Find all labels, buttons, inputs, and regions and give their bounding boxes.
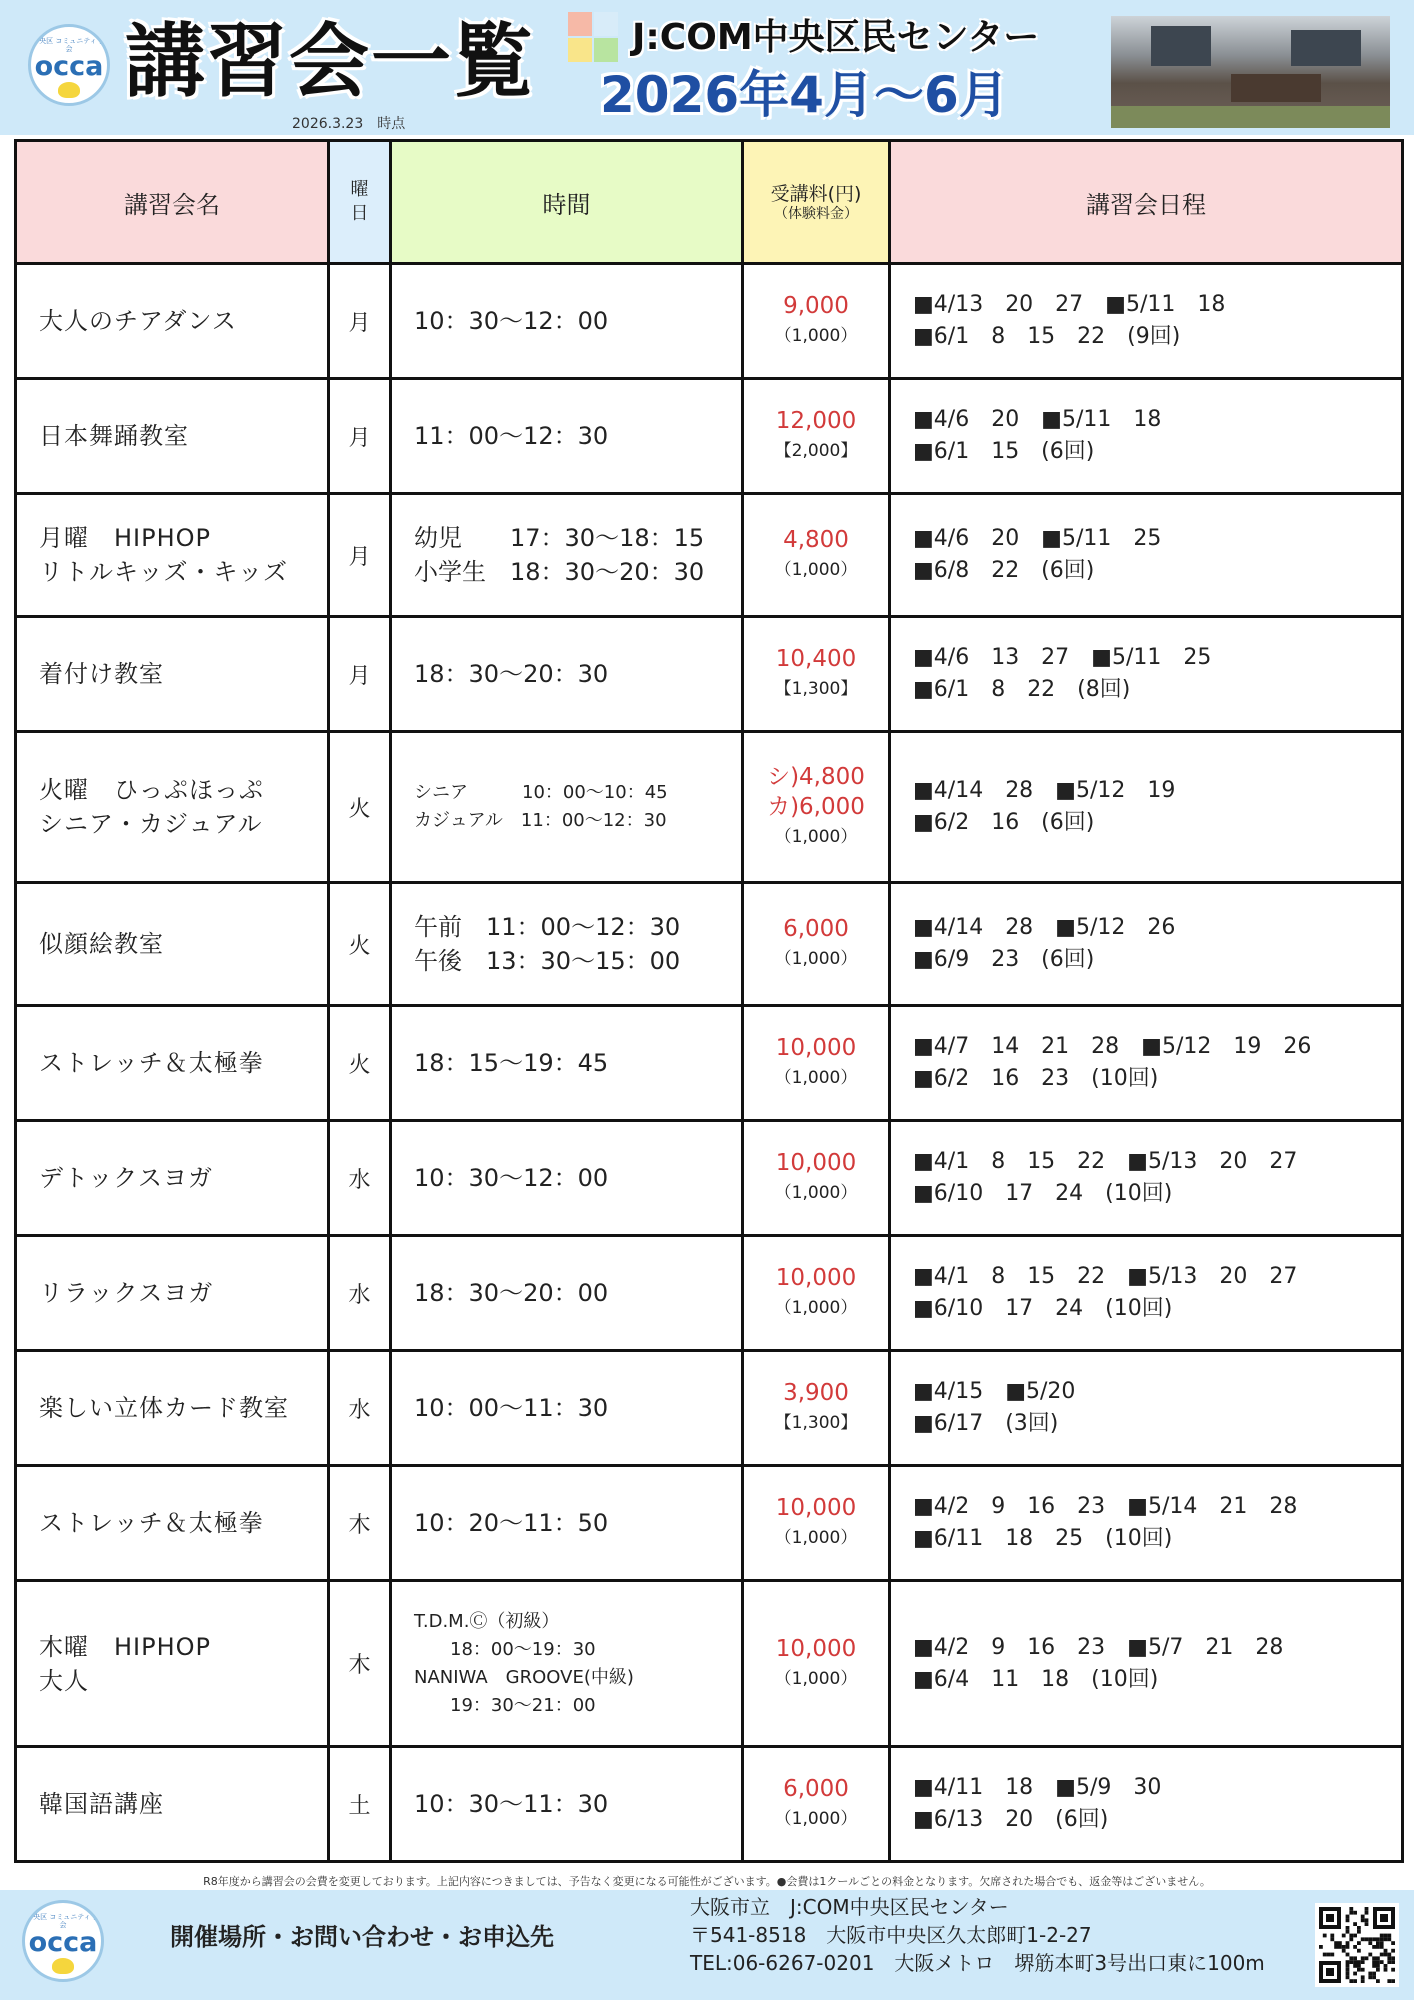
building-photo [1111,16,1390,128]
table-row [16,1121,1403,1236]
course-fee [743,1351,890,1466]
schedule-line: ■6/8 22 (6回) [913,558,1095,583]
address-line: 〒541-8518 大阪市中央区久太郎町1-2-27 [690,1923,1092,1947]
schedule-line: ■6/11 18 25 (10回) [913,1526,1173,1551]
course-time [391,1006,743,1121]
course-name-line: 木曜 HIPHOP [39,1632,212,1661]
schedule-line: ■4/2 9 16 23 ■5/7 21 28 [913,1634,1284,1660]
fee-trial: （1,000） [774,1298,858,1318]
course-time [391,1466,743,1581]
footer-occa-logo [22,1900,104,1982]
course-fee [743,1236,890,1351]
weekday: 水 [329,1236,391,1351]
schedule-line: ■4/13 20 27 ■5/11 18 [913,292,1226,317]
course-fee [743,617,890,732]
schedule-line: ■4/1 8 15 22 ■5/13 20 27 [913,1149,1298,1174]
fee-price: 10,000 [775,1495,857,1521]
fee-price: 10,000 [775,1035,857,1061]
course-fee [743,883,890,1006]
course-name-line: シニア・カジュアル [39,810,263,838]
table-row [16,617,1403,732]
header-weekday [329,141,391,264]
schedule-line: ■4/2 9 16 23 ■5/14 21 28 [913,1494,1298,1519]
course-name [16,379,329,494]
schedule-line: ■6/1 8 15 22 (9回) [913,324,1181,349]
fee-price: カ)6,000 [767,794,865,820]
course-schedule [890,1351,1403,1466]
table-row [16,1351,1403,1466]
course-time-line: 11：00～12：30 [414,422,609,450]
course-time-line: 10：00～11：30 [414,1394,609,1422]
fee-note: R8年度から講習会の会費を変更しております。上記内容につきましては、予告なく変更になる可能性がございます。●会費は1クールごとの料金となります。欠席された場合でも、返金等はございません。 [203,1875,1211,1888]
course-time-line: 10：30～11：30 [414,1790,609,1818]
fee-price: 9,000 [783,293,849,319]
header-course-name: 講習会名 [16,141,329,264]
course-time [391,264,743,379]
course-time-line: 18：15～19：45 [414,1049,609,1077]
course-name-line: リトルキッズ・キッズ [39,558,289,586]
course-name [16,1747,329,1862]
table-row [16,1747,1403,1862]
course-schedule [890,617,1403,732]
fee-trial: （1,000） [774,1068,858,1088]
course-name-line: ストレッチ＆太極拳 [39,1509,264,1537]
course-name [16,617,329,732]
course-time-line: 10：30～12：00 [414,307,609,335]
course-time [391,1351,743,1466]
schedule-line: ■6/4 11 18 (10回) [913,1666,1159,1692]
fee-trial: （1,000） [774,1183,858,1203]
fee-price: 3,900 [783,1380,849,1406]
course-name-line: 似顔絵教室 [39,930,164,958]
course-name [16,494,329,617]
table-row [16,379,1403,494]
table-row [16,1236,1403,1351]
course-time-line: 午後 13：30～15：00 [414,947,681,975]
course-name-line: 楽しい立体カード教室 [39,1394,289,1422]
course-time [391,379,743,494]
schedule-line: ■6/17 (3回) [913,1411,1059,1436]
course-schedule [890,494,1403,617]
course-name-line: デトックスヨガ [39,1164,214,1192]
course-time [391,883,743,1006]
course-name-line: 月曜 HIPHOP [39,524,212,552]
schedule-line: ■4/11 18 ■5/9 30 [913,1775,1162,1800]
course-name-line: 韓国語講座 [39,1790,164,1818]
course-time [391,1581,743,1747]
course-name-line: 日本舞踊教室 [39,422,189,450]
weekday: 木 [329,1466,391,1581]
weekday: 木 [329,1581,391,1747]
course-schedule [890,264,1403,379]
footer-logo-word: occa [28,1927,98,1958]
header-schedule: 講習会日程 [890,141,1403,264]
course-time-line: NANIWA GROOVE(中級) [414,1666,634,1688]
header-fee-main: 受講料(円) [770,183,862,205]
schedule-line: ■4/6 20 ■5/11 18 [913,407,1162,432]
fee-trial: （1,000） [774,949,858,969]
weekday: 月 [329,379,391,494]
address-block [690,1893,1265,1977]
course-time-line: 10：20～11：50 [414,1509,609,1537]
course-name-line: ストレッチ＆太極拳 [39,1049,264,1077]
contact-label: 開催場所・お問い合わせ・お申込先 [170,1923,554,1951]
fee-price: 6,000 [783,916,849,942]
course-fee [743,379,890,494]
fee-trial: 【1,300】 [774,679,858,699]
course-time [391,1236,743,1351]
course-schedule [890,883,1403,1006]
header-fee [743,141,890,264]
course-time-line: 19：30～21：00 [414,1694,596,1716]
fee-price: 6,000 [783,1776,849,1802]
table-row [16,883,1403,1006]
course-name-line: 大人 [39,1666,89,1695]
weekday: 水 [329,1121,391,1236]
course-fee [743,494,890,617]
course-name-line: 火曜 ひっぷほっぷ [39,776,264,804]
course-fee [743,264,890,379]
qr-code-icon[interactable] [1315,1903,1399,1987]
course-name [16,1236,329,1351]
fee-price: シ)4,800 [767,764,865,790]
course-time [391,732,743,883]
course-name [16,1581,329,1747]
weekday: 火 [329,883,391,1006]
course-schedule [890,1581,1403,1747]
table-row [16,732,1403,883]
table-row [16,1581,1403,1747]
course-name [16,732,329,883]
schedule-line: ■4/6 13 27 ■5/11 25 [913,645,1212,670]
weekday: 月 [329,264,391,379]
schedule-line: ■6/9 23 (6回) [913,947,1095,972]
weekday: 月 [329,617,391,732]
course-time [391,494,743,617]
table-row [16,494,1403,617]
course-time [391,1747,743,1862]
course-time [391,1121,743,1236]
course-fee [743,1581,890,1747]
schedule-line: ■4/15 ■5/20 [913,1379,1076,1404]
fee-trial: （1,000） [774,827,858,847]
schedule-line: ■4/14 28 ■5/12 26 [913,915,1176,940]
course-name-line: リラックスヨガ [39,1279,214,1307]
course-schedule [890,732,1403,883]
course-time-line: 小学生 18：30～20：30 [414,558,705,586]
fee-trial: 【1,300】 [774,1413,858,1433]
venue-name: J:COM中央区民センター [632,17,1040,58]
course-time-line: 10：30～12：00 [414,1164,609,1192]
weekday: 火 [329,1006,391,1121]
schedule-line: ■6/1 8 22 (8回) [913,677,1131,702]
course-fee [743,1466,890,1581]
schedule-line: ■6/10 17 24 (10回) [913,1181,1173,1206]
course-fee [743,1747,890,1862]
schedule-line: ■4/1 8 15 22 ■5/13 20 27 [913,1264,1298,1289]
schedule-line: ■4/7 14 21 28 ■5/12 19 26 [913,1034,1312,1059]
fee-price: 10,000 [775,1635,857,1662]
course-fee [743,1121,890,1236]
course-name-line: 大人のチアダンス [39,307,237,335]
fee-price: 10,000 [775,1265,857,1291]
course-schedule [890,1006,1403,1121]
address-line: 大阪市立 J:COM中央区民センター [690,1895,1009,1919]
fee-trial: （1,000） [774,326,858,346]
color-squares-icon [568,12,618,62]
fee-price: 10,000 [775,1150,857,1176]
course-name [16,1466,329,1581]
fee-trial: 【2,000】 [774,441,858,461]
occa-logo [28,24,110,106]
course-name [16,1121,329,1236]
course-schedule [890,1466,1403,1581]
course-table [14,139,1404,1863]
course-schedule [890,1236,1403,1351]
course-schedule [890,1121,1403,1236]
fee-trial: （1,000） [774,1668,858,1689]
course-schedule [890,379,1403,494]
as-of-date: 2026.3.23 時点 [292,116,406,132]
course-name [16,1006,329,1121]
logo-tagline: 中央区 コミュニティ 協会 [32,37,106,53]
address-line: TEL:06-6267-0201 大阪メトロ 堺筋本町3号出口東に100m [690,1951,1265,1975]
course-name [16,883,329,1006]
course-fee [743,732,890,883]
fee-price: 12,000 [775,408,857,434]
fee-price: 10,400 [775,646,857,672]
header-weekday-2: 日 [350,203,369,224]
course-name-line: 着付け教室 [39,660,164,688]
schedule-line: ■6/10 17 24 (10回) [913,1296,1173,1321]
weekday: 火 [329,732,391,883]
footer-logo-tagline: 中央区 コミュニティ 協会 [26,1913,100,1929]
schedule-line: ■6/1 15 (6回) [913,439,1095,464]
footer-chick-icon [52,1958,74,1974]
course-schedule [890,1747,1403,1862]
table-row [16,264,1403,379]
course-time-line: 幼児 17：30～18：15 [414,524,705,552]
fee-trial: （1,000） [774,1528,858,1548]
logo-word: occa [34,51,104,82]
fee-price: 4,800 [783,527,849,553]
header-weekday-1: 曜 [350,179,369,200]
schedule-line: ■4/14 28 ■5/12 19 [913,778,1176,803]
course-time-line: T.D.M.Ⓒ（初級） [414,1610,560,1632]
weekday: 土 [329,1747,391,1862]
course-time-line: 18：30～20：00 [414,1279,609,1307]
course-time-line: シニア 10：00～10：45 [414,782,668,803]
weekday: 水 [329,1351,391,1466]
period-title: 2026年4月～6月 [600,66,1009,124]
course-name [16,264,329,379]
page-title: 講習会一覧 [125,15,535,108]
weekday: 月 [329,494,391,617]
schedule-line: ■6/2 16 (6回) [913,810,1095,835]
schedule-line: ■4/6 20 ■5/11 25 [913,526,1162,551]
course-time-line: 18：30～20：30 [414,660,609,688]
fee-trial: （1,000） [774,1809,858,1829]
table-row [16,1466,1403,1581]
schedule-line: ■6/13 20 (6回) [913,1807,1109,1832]
course-fee [743,1006,890,1121]
course-name [16,1351,329,1466]
schedule-line: ■6/2 16 23 (10回) [913,1066,1159,1091]
course-time-line: 午前 11：00～12：30 [414,913,681,941]
course-time [391,617,743,732]
fee-trial: （1,000） [774,560,858,580]
course-time-line: 18：00～19：30 [414,1638,596,1660]
chick-icon [58,82,80,98]
table-row [16,1006,1403,1121]
course-time-line: カジュアル 11：00～12：30 [414,810,667,831]
header-fee-sub: （体験料金） [774,206,858,222]
header-time: 時間 [391,141,743,264]
